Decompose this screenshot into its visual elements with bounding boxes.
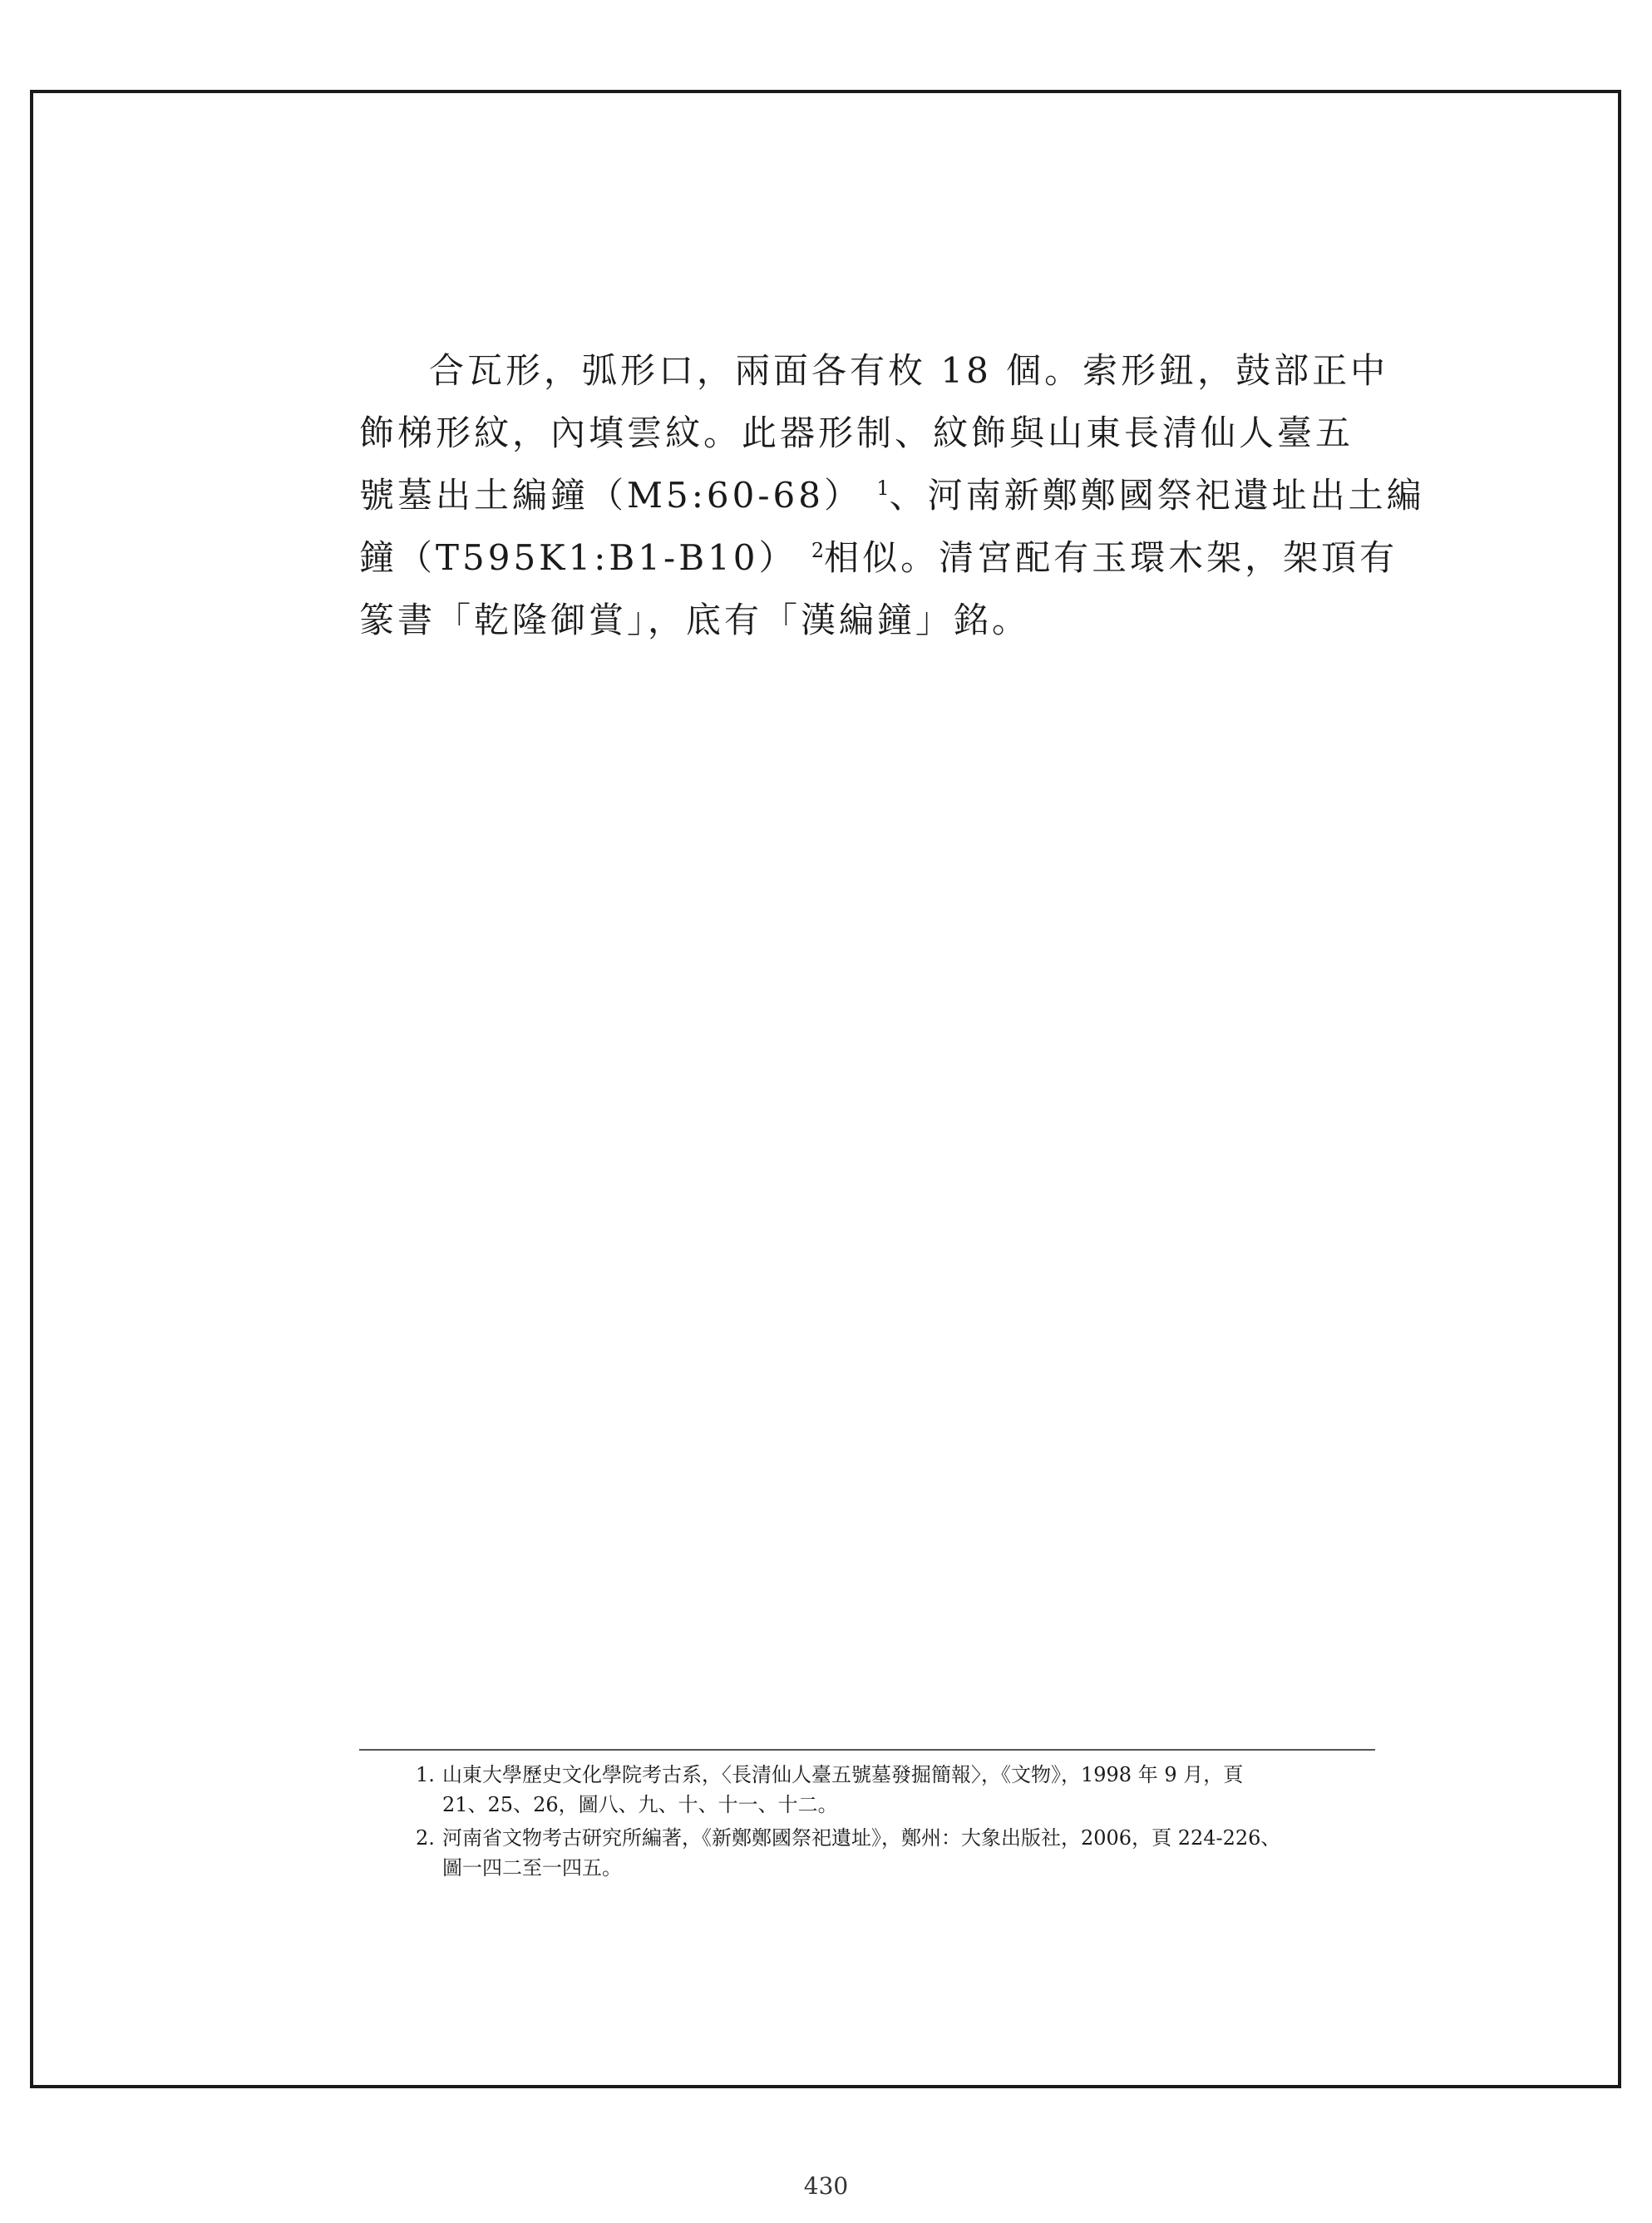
body-line-3-text: 號墓出土編鐘（M5:60-68）	[359, 475, 862, 516]
footnote-1-line-2: 21、25、26，圖八、九、十、十一、十二。	[442, 1793, 838, 1816]
body-line-1: 合瓦形，弧形口，兩面各有枚 18 個。索形鈕，鼓部正中	[429, 350, 1389, 391]
body-line-4-text: 鐘（T595K1:B1-B10）	[359, 537, 797, 578]
footnote-ref-2[interactable]: 2	[811, 539, 825, 562]
body-line-4	[359, 526, 1398, 589]
footnote-2-line-2: 圖一四二至一四五。	[442, 1856, 622, 1880]
footnote-divider	[359, 1749, 1375, 1751]
footnote-2-number: 2.	[416, 1826, 435, 1850]
body-line-3	[359, 464, 1425, 526]
body-line-5: 篆書「乾隆御賞」，底有「漢編鐘」銘。	[359, 600, 1031, 640]
body-line-3-tail: 、河南新鄭鄭國祭祀遺址出土編	[889, 475, 1425, 516]
page-number: 430	[803, 2172, 849, 2200]
footnote-1-number: 1.	[416, 1763, 435, 1786]
footnote-2-line-1: 河南省文物考古研究所編著，《新鄭鄭國祭祀遺址》，鄭州：大象出版社，2006，頁 224-226、	[442, 1826, 1281, 1850]
footnote-1-line-1: 山東大學歷史文化學院考古系，〈長清仙人臺五號墓發掘簡報〉，《文物》，1998 年 9 月，頁	[442, 1763, 1244, 1786]
footnote-ref-1[interactable]: 1	[876, 477, 890, 500]
footnote-list	[416, 1760, 1375, 1886]
body-line-4-tail: 相似。清宮配有玉環木架，架頂有	[824, 537, 1398, 578]
footnote-1	[416, 1760, 1375, 1820]
body-line-2: 飾梯形紋，內填雲紋。此器形制、紋飾與山東長清仙人臺五	[359, 412, 1354, 453]
footnote-2	[416, 1823, 1375, 1883]
body-paragraph	[359, 339, 1425, 651]
